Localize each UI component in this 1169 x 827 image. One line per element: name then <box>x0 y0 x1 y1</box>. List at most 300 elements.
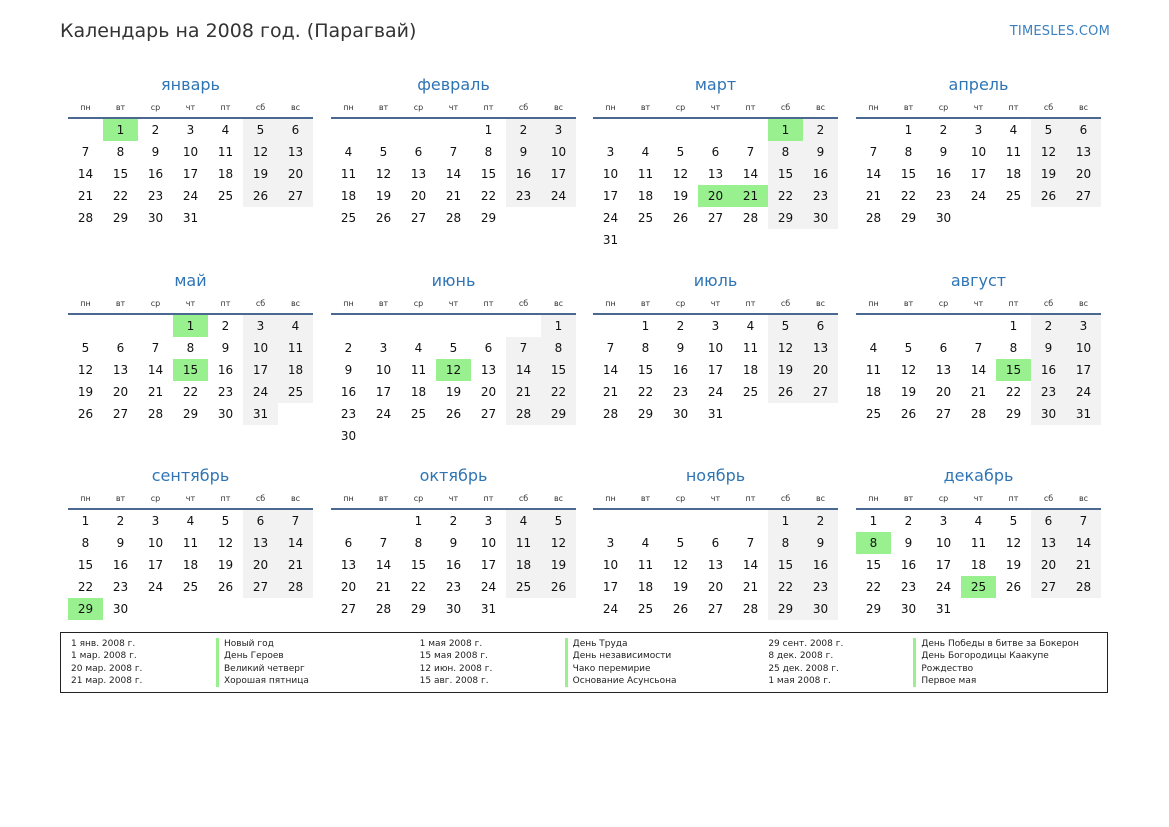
day-cell: 11 <box>217 145 234 159</box>
day-cell: 5 <box>676 145 685 159</box>
day-cell: 19 <box>541 554 576 576</box>
day-cell: 30 <box>340 429 357 443</box>
day-cell: 11 <box>340 167 357 181</box>
empty-day-cell <box>856 315 891 337</box>
weekday-label: пт <box>220 298 231 308</box>
empty-day-cell <box>331 119 366 141</box>
day-cell: 26 <box>375 211 392 225</box>
day-cell: 1 <box>414 514 423 528</box>
weekday-label: вт <box>903 102 914 112</box>
day-cell: 14 <box>865 167 882 181</box>
day-cell: 11 <box>506 532 541 554</box>
weekday-label: пт <box>220 493 231 503</box>
day-cell: 7 <box>1066 510 1101 532</box>
weekday-label: ср <box>938 298 949 308</box>
legend-holiday-name: День Победы в битве за Бокерон <box>913 638 1107 650</box>
legend-date: 12 июн. 2008 г. <box>419 663 493 674</box>
day-cell: 7 <box>974 341 983 355</box>
month-name: февраль <box>417 75 490 94</box>
day-cell: 28 <box>742 602 759 616</box>
day-cell: 13 <box>340 558 357 572</box>
day-cell: 24 <box>970 189 987 203</box>
day-cell: 27 <box>278 185 313 207</box>
day-cell: 20 <box>1066 163 1101 185</box>
day-cell: 7 <box>151 341 160 355</box>
day-cell: 19 <box>217 558 234 572</box>
weekday-label: пт <box>745 298 756 308</box>
weekday-label: вс <box>553 102 564 112</box>
month-calendar <box>68 269 313 425</box>
day-cell: 23 <box>506 185 541 207</box>
weekday-label: пн <box>605 493 616 503</box>
day-cell: 17 <box>375 385 392 399</box>
day-cell: 27 <box>707 602 724 616</box>
weekday-label: сб <box>780 102 791 112</box>
day-cell: 29 <box>410 602 427 616</box>
weekday-label: пн <box>868 102 879 112</box>
day-cell: 3 <box>484 514 493 528</box>
month-name: март <box>694 75 737 94</box>
day-cell: 16 <box>112 558 129 572</box>
day-cell: 24 <box>147 580 164 594</box>
empty-day-cell <box>471 315 506 337</box>
day-cell: 8 <box>904 145 913 159</box>
day-cell: 29 <box>182 407 199 421</box>
day-cell: 9 <box>939 145 948 159</box>
day-cell: 23 <box>935 189 952 203</box>
weekday-label: чт <box>448 102 459 112</box>
day-cell: 27 <box>243 576 278 598</box>
weekday-label: вс <box>290 298 301 308</box>
day-cell: 3 <box>606 145 615 159</box>
day-cell: 3 <box>151 514 160 528</box>
weekday-label: чт <box>185 102 196 112</box>
month-name: апрель <box>948 75 1009 94</box>
holiday-day-cell: 15 <box>173 359 208 381</box>
legend-date: 1 мая 2008 г. <box>768 675 831 686</box>
month-calendar <box>331 269 576 447</box>
month-calendar <box>593 73 838 251</box>
day-cell: 12 <box>541 532 576 554</box>
day-cell: 2 <box>904 514 913 528</box>
empty-day-cell <box>401 119 436 141</box>
day-cell: 4 <box>414 341 423 355</box>
weekday-label: вт <box>378 493 389 503</box>
day-cell: 31 <box>935 602 952 616</box>
day-cell: 17 <box>480 558 497 572</box>
day-cell: 22 <box>410 580 427 594</box>
legend-date: 15 мая 2008 г. <box>419 651 488 662</box>
month-calendar <box>68 464 313 620</box>
day-grid <box>331 315 576 447</box>
day-cell: 18 <box>506 554 541 576</box>
day-cell: 18 <box>278 359 313 381</box>
day-cell: 18 <box>182 558 199 572</box>
day-cell: 10 <box>375 363 392 377</box>
day-cell: 8 <box>541 337 576 359</box>
day-cell: 11 <box>742 341 759 355</box>
empty-day-cell <box>698 119 733 141</box>
day-cell: 19 <box>445 385 462 399</box>
legend-date: 1 мая 2008 г. <box>419 639 483 649</box>
holiday-day-cell: 12 <box>436 359 471 381</box>
day-cell: 17 <box>243 359 278 381</box>
weekday-label: пт <box>483 102 494 112</box>
day-cell: 28 <box>602 407 619 421</box>
weekday-label: чт <box>448 298 459 308</box>
month-calendar <box>331 464 576 620</box>
legend-holiday-name: Рождество <box>913 663 1107 675</box>
day-cell: 26 <box>1005 580 1022 594</box>
day-cell: 30 <box>672 407 689 421</box>
day-cell: 26 <box>900 407 917 421</box>
day-cell: 4 <box>641 145 650 159</box>
weekday-label: ср <box>675 298 686 308</box>
day-cell: 15 <box>77 558 94 572</box>
day-cell: 25 <box>865 407 882 421</box>
day-cell: 2 <box>344 341 353 355</box>
day-cell: 5 <box>81 341 90 355</box>
day-cell: 18 <box>340 189 357 203</box>
day-cell: 1 <box>768 510 803 532</box>
day-cell: 1 <box>541 315 576 337</box>
day-grid <box>593 315 838 425</box>
weekday-label: сб <box>255 493 266 503</box>
day-cell: 16 <box>803 163 838 185</box>
weekday-label: чт <box>973 102 984 112</box>
day-cell: 17 <box>707 363 724 377</box>
legend-holiday-name: День независимости <box>565 650 759 662</box>
day-grid <box>331 510 576 620</box>
day-cell: 5 <box>379 145 388 159</box>
weekday-label: чт <box>973 493 984 503</box>
site-link[interactable]: TIMESLES.COM <box>1009 24 1110 39</box>
month-name: декабрь <box>943 466 1014 485</box>
day-cell: 6 <box>414 145 423 159</box>
day-cell: 12 <box>217 536 234 550</box>
day-cell: 18 <box>217 167 234 181</box>
day-cell: 12 <box>77 363 94 377</box>
empty-day-cell <box>891 315 926 337</box>
legend-date: 1 янв. 2008 г. <box>71 639 136 649</box>
weekday-label: чт <box>185 493 196 503</box>
day-cell: 29 <box>900 211 917 225</box>
day-cell: 17 <box>602 189 619 203</box>
day-cell: 28 <box>865 211 882 225</box>
day-cell: 19 <box>375 189 392 203</box>
weekday-label: чт <box>185 298 196 308</box>
day-cell: 3 <box>711 319 720 333</box>
day-cell: 19 <box>1031 163 1066 185</box>
weekday-label: пн <box>868 493 879 503</box>
day-cell: 14 <box>375 558 392 572</box>
weekday-label: пт <box>745 102 756 112</box>
weekday-label: сб <box>518 102 529 112</box>
day-cell: 13 <box>243 532 278 554</box>
day-cell: 16 <box>672 363 689 377</box>
day-cell: 27 <box>707 211 724 225</box>
day-cell: 23 <box>900 580 917 594</box>
day-cell: 7 <box>746 145 755 159</box>
day-cell: 30 <box>935 211 952 225</box>
day-cell: 18 <box>1005 167 1022 181</box>
day-cell: 16 <box>147 167 164 181</box>
day-cell: 22 <box>768 185 803 207</box>
day-cell: 15 <box>768 554 803 576</box>
day-cell: 30 <box>900 602 917 616</box>
day-cell: 4 <box>186 514 195 528</box>
weekday-label: пн <box>343 102 354 112</box>
day-cell: 4 <box>974 514 983 528</box>
day-cell: 5 <box>541 510 576 532</box>
day-cell: 28 <box>506 403 541 425</box>
day-cell: 22 <box>541 381 576 403</box>
holiday-day-cell: 8 <box>856 532 891 554</box>
weekday-label: вс <box>1078 298 1089 308</box>
day-cell: 6 <box>711 536 720 550</box>
day-cell: 22 <box>480 189 497 203</box>
day-cell: 15 <box>112 167 129 181</box>
empty-day-cell <box>926 315 961 337</box>
empty-day-cell <box>856 119 891 141</box>
day-cell: 16 <box>445 558 462 572</box>
day-cell: 9 <box>1031 337 1066 359</box>
day-cell: 14 <box>506 359 541 381</box>
day-cell: 22 <box>77 580 94 594</box>
weekday-label: сб <box>1043 102 1054 112</box>
weekday-label: сб <box>255 298 266 308</box>
day-cell: 25 <box>1005 189 1022 203</box>
legend-holiday-name: Первое мая <box>913 675 1107 687</box>
day-cell: 29 <box>480 211 497 225</box>
day-cell: 3 <box>939 514 948 528</box>
day-cell: 8 <box>641 341 650 355</box>
day-cell: 4 <box>344 145 353 159</box>
weekday-label: вт <box>115 493 126 503</box>
weekday-label: пн <box>343 298 354 308</box>
day-cell: 5 <box>768 315 803 337</box>
weekday-label: сб <box>780 298 791 308</box>
day-cell: 10 <box>147 536 164 550</box>
day-cell: 3 <box>606 536 615 550</box>
day-cell: 1 <box>81 514 90 528</box>
day-cell: 19 <box>900 385 917 399</box>
day-cell: 6 <box>344 536 353 550</box>
empty-day-cell <box>593 315 628 337</box>
day-cell: 6 <box>484 341 493 355</box>
legend-date: 8 дек. 2008 г. <box>768 651 834 662</box>
empty-day-cell <box>366 119 401 141</box>
day-cell: 8 <box>768 141 803 163</box>
day-cell: 29 <box>541 403 576 425</box>
day-cell: 9 <box>344 363 353 377</box>
day-cell: 21 <box>506 381 541 403</box>
weekday-header <box>331 488 576 510</box>
day-cell: 11 <box>1005 145 1022 159</box>
day-cell: 1 <box>904 123 913 137</box>
day-cell: 24 <box>541 185 576 207</box>
day-cell: 29 <box>768 207 803 229</box>
empty-day-cell <box>593 510 628 532</box>
empty-day-cell <box>733 119 768 141</box>
day-cell: 27 <box>935 407 952 421</box>
day-cell: 29 <box>637 407 654 421</box>
day-cell: 12 <box>672 167 689 181</box>
day-cell: 13 <box>278 141 313 163</box>
day-cell: 10 <box>480 536 497 550</box>
empty-day-cell <box>961 315 996 337</box>
month-calendar <box>856 269 1101 425</box>
day-cell: 18 <box>637 189 654 203</box>
empty-day-cell <box>436 315 471 337</box>
day-cell: 21 <box>147 385 164 399</box>
weekday-header <box>68 488 313 510</box>
day-cell: 20 <box>278 163 313 185</box>
weekday-label: чт <box>973 298 984 308</box>
holiday-day-cell: 25 <box>961 576 996 598</box>
day-cell: 23 <box>217 385 234 399</box>
day-cell: 26 <box>768 381 803 403</box>
day-cell: 22 <box>900 189 917 203</box>
day-cell: 23 <box>672 385 689 399</box>
day-cell: 26 <box>672 602 689 616</box>
day-cell: 7 <box>869 145 878 159</box>
day-cell: 28 <box>375 602 392 616</box>
day-cell: 13 <box>1031 532 1066 554</box>
holiday-day-cell: 1 <box>173 315 208 337</box>
day-cell: 30 <box>217 407 234 421</box>
day-cell: 2 <box>221 319 230 333</box>
day-cell: 6 <box>803 315 838 337</box>
day-cell: 4 <box>221 123 230 137</box>
holiday-day-cell: 29 <box>68 598 103 620</box>
day-cell: 2 <box>116 514 125 528</box>
day-cell: 22 <box>865 580 882 594</box>
day-cell: 4 <box>869 341 878 355</box>
empty-day-cell <box>138 315 173 337</box>
day-cell: 19 <box>243 163 278 185</box>
empty-day-cell <box>663 119 698 141</box>
day-grid <box>856 119 1101 229</box>
weekday-header <box>68 293 313 315</box>
day-cell: 10 <box>602 558 619 572</box>
day-cell: 18 <box>410 385 427 399</box>
day-cell: 3 <box>243 315 278 337</box>
day-cell: 12 <box>672 558 689 572</box>
day-grid <box>68 119 313 229</box>
day-cell: 12 <box>1005 536 1022 550</box>
empty-day-cell <box>331 315 366 337</box>
day-cell: 17 <box>970 167 987 181</box>
day-cell: 23 <box>1031 381 1066 403</box>
day-cell: 7 <box>278 510 313 532</box>
day-cell: 30 <box>1031 403 1066 425</box>
weekday-header <box>593 488 838 510</box>
day-cell: 23 <box>340 407 357 421</box>
day-cell: 2 <box>506 119 541 141</box>
day-cell: 15 <box>410 558 427 572</box>
day-cell: 27 <box>480 407 497 421</box>
day-cell: 1 <box>1009 319 1018 333</box>
empty-day-cell <box>366 315 401 337</box>
day-cell: 12 <box>1031 141 1066 163</box>
day-cell: 21 <box>77 189 94 203</box>
empty-day-cell <box>506 315 541 337</box>
month-name: июнь <box>431 271 476 290</box>
empty-day-cell <box>366 510 401 532</box>
day-cell: 18 <box>865 385 882 399</box>
day-cell: 10 <box>182 145 199 159</box>
day-cell: 5 <box>676 536 685 550</box>
legend-holiday-name: День Труда <box>565 638 759 650</box>
weekday-label: вс <box>815 102 826 112</box>
weekday-label: чт <box>710 493 721 503</box>
day-cell: 4 <box>746 319 755 333</box>
weekday-label: вс <box>815 298 826 308</box>
day-cell: 30 <box>147 211 164 225</box>
weekday-label: ср <box>938 102 949 112</box>
day-cell: 3 <box>541 119 576 141</box>
day-cell: 9 <box>449 536 458 550</box>
day-cell: 6 <box>116 341 125 355</box>
day-cell: 22 <box>1005 385 1022 399</box>
legend-holiday-name: Основание Асунсьона <box>565 675 759 687</box>
day-cell: 28 <box>445 211 462 225</box>
legend-holiday-name: Новый год <box>216 638 410 650</box>
weekday-label: вс <box>1078 102 1089 112</box>
weekday-label: вт <box>115 102 126 112</box>
day-cell: 18 <box>970 558 987 572</box>
legend-date: 1 мар. 2008 г. <box>71 651 137 662</box>
day-cell: 25 <box>182 580 199 594</box>
legend-holiday-name: Великий четверг <box>216 663 410 675</box>
day-cell: 23 <box>445 580 462 594</box>
day-cell: 24 <box>602 211 619 225</box>
month-name: июль <box>693 271 738 290</box>
day-cell: 21 <box>278 554 313 576</box>
day-cell: 10 <box>1066 337 1101 359</box>
day-cell: 22 <box>637 385 654 399</box>
day-cell: 14 <box>445 167 462 181</box>
weekday-label: сб <box>518 298 529 308</box>
day-cell: 11 <box>410 363 427 377</box>
legend-holiday-name: Хорошая пятница <box>216 675 410 687</box>
day-cell: 14 <box>77 167 94 181</box>
day-cell: 15 <box>637 363 654 377</box>
day-cell: 16 <box>803 554 838 576</box>
weekday-label: ср <box>413 493 424 503</box>
day-cell: 1 <box>641 319 650 333</box>
day-cell: 28 <box>278 576 313 598</box>
day-cell: 28 <box>742 211 759 225</box>
legend-date: 29 сент. 2008 г. <box>768 639 844 649</box>
day-cell: 9 <box>221 341 230 355</box>
day-cell: 20 <box>340 580 357 594</box>
weekday-header <box>593 97 838 119</box>
day-cell: 7 <box>506 337 541 359</box>
weekday-label: вс <box>553 298 564 308</box>
month-calendar <box>331 73 576 229</box>
weekday-header <box>68 97 313 119</box>
day-cell: 24 <box>243 381 278 403</box>
month-name: январь <box>161 75 220 94</box>
day-cell: 19 <box>672 189 689 203</box>
day-cell: 7 <box>449 145 458 159</box>
day-cell: 1 <box>484 123 493 137</box>
day-cell: 25 <box>506 576 541 598</box>
weekday-label: вт <box>640 298 651 308</box>
day-cell: 5 <box>221 514 230 528</box>
